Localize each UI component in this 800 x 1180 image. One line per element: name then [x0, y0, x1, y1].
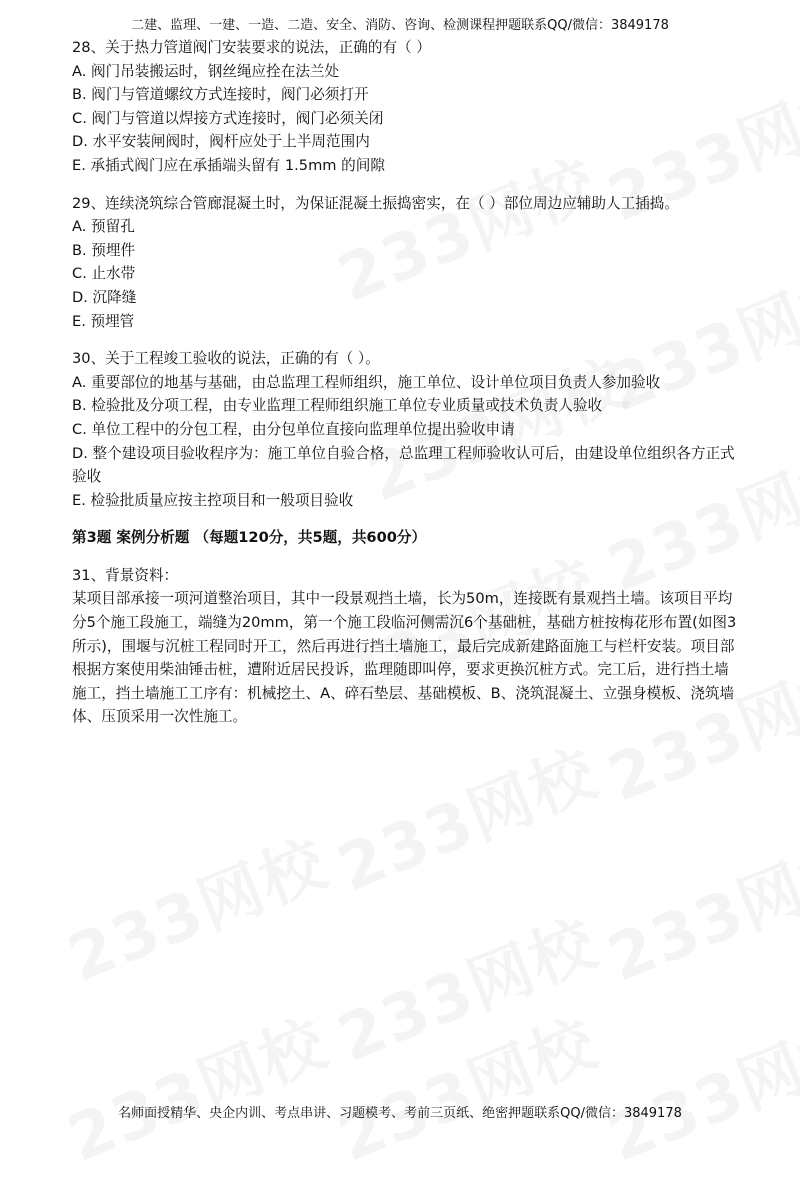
- question-28: [72, 36, 740, 178]
- background-text: 某项目部承接一项河道整治项目，其中一段景观挡土墙，长为50m，连接既有景观挡土墙。该项目平均分5个施工段施工，端缝为20mm，第一个施工段临河侧需沉6个基础桩，基础方桩按梅花形布置(如图3所示)，围堰与沉桩工程同时开工，然后再进行挡土墙施工，最后完成新建路面施工与栏杆安装。项目部根据方案使用柴油锤击桩，遭附近居民投诉，监理随即叫停，要求更换沉桩方式。完工后，进行挡土墙施工，挡土墙施工工序有：机械挖土、A、碎石垫层、基础模板、B、浇筑混凝土、立强身模板、浇筑墙体、压顶采用一次性施工。: [72, 590, 737, 726]
- watermark: [53, 992, 339, 1179]
- option-e: E. 检验批质量应按主控项目和一般项目验收: [72, 491, 354, 509]
- option-d: D. 整个建设项目验收程序为：施工单位自验合格，总监理工程师验收认可后，由建设单位组织各方正式验收: [72, 444, 735, 486]
- question-label: 31、背景资料：: [72, 566, 179, 584]
- watermark: [323, 892, 609, 1079]
- page-footer: 名师面授精华、央企内训、考点串讲、习题模考、考前三页纸、绝密押题联系QQ/微信：3849178: [118, 1106, 682, 1121]
- option-c: C. 止水带: [72, 265, 136, 283]
- section-title: 第3题 案例分析题 （每题120分，共5题，共600分）: [72, 529, 427, 547]
- option-c: C. 单位工程中的分包工程，由分包单位直接向监理单位提出验收申请: [72, 420, 515, 438]
- question-30: [72, 347, 740, 512]
- option-e: E. 预埋管: [72, 312, 135, 330]
- option-c: C. 阀门与管道以焊接方式连接时，阀门必须关闭: [72, 109, 384, 127]
- option-a: A. 阀门吊装搬运时，钢丝绳应拴在法兰处: [72, 62, 340, 80]
- question-stem: 28、关于热力管道阀门安装要求的说法，正确的有（ ）: [72, 39, 431, 56]
- option-a: A. 重要部位的地基与基础，由总监理工程师组织，施工单位、设计单位项目负责人参加验收: [72, 373, 661, 391]
- question-stem: 30、关于工程竣工验收的说法，正确的有（ ）。: [72, 350, 380, 368]
- option-b: B. 阀门与管道螺纹方式连接时，阀门必须打开: [72, 86, 369, 104]
- watermark: [323, 992, 609, 1179]
- page-header: 二建、监理、一建、一造、二造、安全、消防、咨询、检测课程押题联系QQ/微信：3849178: [131, 18, 669, 33]
- option-b: B. 预埋件: [72, 241, 136, 259]
- watermark: [53, 812, 339, 999]
- option-d: D. 沉降缝: [72, 288, 137, 306]
- question-stem: 29、连续浇筑综合管廊混凝土时，为保证混凝土振捣密实，在（ ）部位周边应辅助人工插捣。: [72, 194, 679, 212]
- document-body: [72, 36, 740, 729]
- question-31: [72, 564, 740, 729]
- watermark: [593, 992, 800, 1179]
- option-e: E. 承插式阀门应在承插端头留有 1.5mm 的间隙: [72, 156, 385, 174]
- watermark: [323, 722, 609, 909]
- option-a: A. 预留孔: [72, 218, 135, 236]
- option-d: D. 水平安装闸阀时，阀杆应处于上半周范围内: [72, 133, 370, 151]
- question-29: [72, 192, 740, 334]
- option-b: B. 检验批及分项工程，由专业监理工程师组织施工单位专业质量或技术负责人验收: [72, 397, 603, 415]
- watermark: [593, 812, 800, 999]
